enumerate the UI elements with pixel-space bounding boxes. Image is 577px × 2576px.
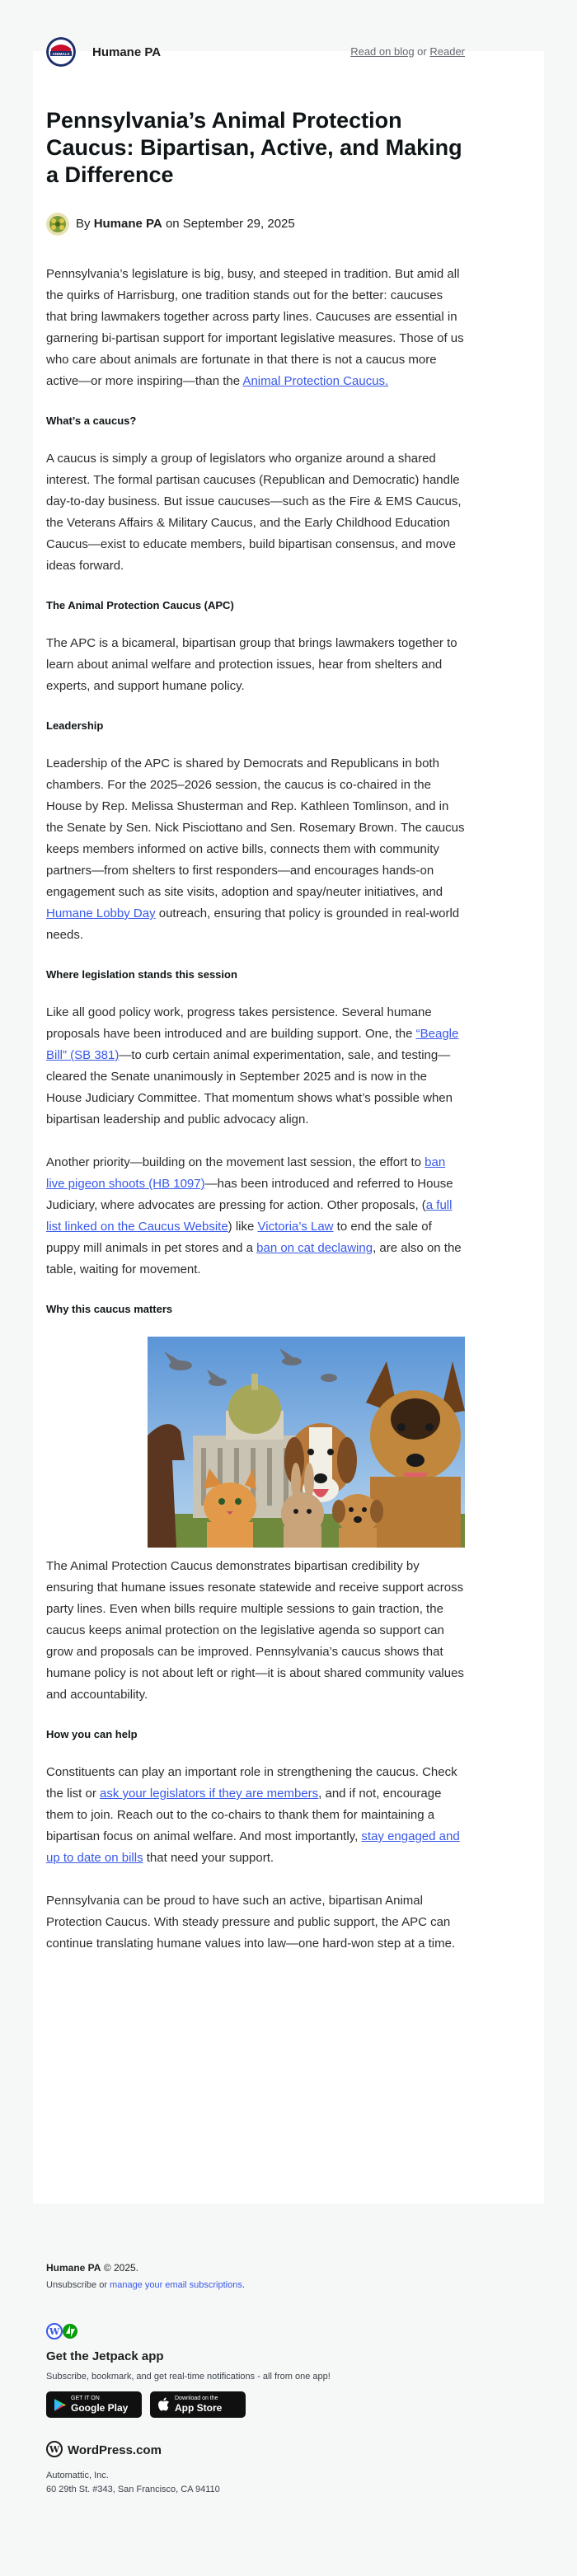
stay-engaged-link[interactable]: stay engaged and up to date on bills bbox=[46, 1829, 460, 1865]
caucus-website-link[interactable]: a full list linked on the Caucus Website bbox=[46, 1198, 453, 1234]
app-store-badge[interactable] bbox=[150, 2391, 246, 2418]
intro-paragraph: Pennsylvania’s legislature is big, busy, and steeped in tradition. But amid all the quirks of Harrisburg, one tradition stands out for the better: caucuses that bring lawmakers together across party lines. Caucuses are essential in garnering bi-partisan support for important legislative measures. Those of us who care about animals are fortunate in that there is not a caucus more active—or more inspiring—than the Animal Protection Caucus. bbox=[46, 267, 464, 388]
post-content bbox=[46, 264, 465, 1976]
heading-why-matters: Why this caucus matters bbox=[46, 1303, 173, 1315]
humane-lobby-day-link[interactable]: Humane Lobby Day bbox=[46, 906, 156, 920]
paragraph-legislation-1: Like all good policy work, progress takes persistence. Several humane proposals have been introduced and are building support. One, the “Beagle Bill” (SB 381)—to curb certain animal experimentation, sale, and testing—cleared the Senate unanimously in September 2025 and is now in the House Judiciary Committee. That momentum shows what’s possible when bipartisan leadership and public advocacy align. bbox=[46, 1005, 459, 1126]
paragraph-why-matters: The Animal Protection Caucus demonstrates bipartisan credibility by ensuring that humane issues resonate statewide and receive support across party lines. Even when bills require multiple sessions to gain traction, the caucus keeps animal protection on the legislative agenda so support can grow and proposals can be improved. Pennsylvania’s caucus shows that humane policy is not about left or right—it is about shared community values and accountability. bbox=[46, 1559, 464, 1702]
footer-copyright bbox=[46, 2262, 531, 2274]
site-name[interactable]: Humane PA bbox=[92, 45, 162, 59]
post-date: September 29, 2025 bbox=[182, 217, 295, 231]
cat-declawing-link[interactable]: ban on cat declawing bbox=[256, 1241, 373, 1255]
post-title[interactable]: Pennsylvania’s Animal Protection Caucus: Bipartisan, Active, and Making a Difference bbox=[46, 108, 462, 187]
paragraph-closing: Pennsylvania can be proud to have such an active, bipartisan Animal Protection Caucus. With steady pressure and public support, the APC can continue translating humane values into law—one hard-won step at a time. bbox=[46, 1894, 456, 1951]
ask-legislators-link[interactable]: ask your legislators if they are members bbox=[100, 1787, 319, 1801]
author-avatar[interactable] bbox=[46, 213, 69, 236]
paragraph-legislation-2: Another priority—building on the movement last session, the effort to ban live pigeon shoots (HB 1097)—has been introduced and referred to House Judiciary, where advocates are pressing for action. Other proposals, (a full list linked on the Caucus Website) like Victoria’s Law to end the sale of puppy mill animals in pet stores and a ban on cat declawing, are also on the table, waiting for movement. bbox=[46, 1155, 462, 1276]
app-store-big: App Store bbox=[175, 2402, 223, 2414]
animal-protection-caucus-link[interactable]: Animal Protection Caucus. bbox=[242, 374, 389, 388]
app-badges bbox=[46, 2391, 531, 2418]
email-footer bbox=[46, 2262, 531, 2497]
wordpress-text[interactable]: WordPress.com bbox=[68, 2443, 162, 2457]
read-on-blog-link[interactable]: Read on blog bbox=[350, 45, 415, 58]
reader-link[interactable]: Reader bbox=[429, 45, 465, 58]
google-play-icon bbox=[54, 2398, 67, 2412]
paragraph-how-to-help: Constituents can play an important role in strengthening the caucus. Check the list or ask your legislators if they are members, and if not, encourage them to join. Reach out to the co-chairs to thank them for maintaining a bipartisan focus on animal welfare. And most importantly, stay engaged and up to date on bills that need your support. bbox=[46, 1765, 460, 1865]
jetpack-icons bbox=[46, 2323, 531, 2339]
company-address: 60 29th St. #343, San Francisco, CA 94110 bbox=[46, 2485, 220, 2494]
heading-apc: The Animal Protection Caucus (APC) bbox=[46, 599, 234, 611]
paragraph-apc: The APC is a bicameral, bipartisan group that brings lawmakers together to learn about animal welfare and protection issues, hear from shelters and experts, and support humane policy. bbox=[46, 636, 457, 693]
pigeon-shoots-link[interactable]: ban live pigeon shoots (HB 1097) bbox=[46, 1155, 446, 1191]
footer-site-name: Humane PA bbox=[46, 2262, 101, 2274]
footer-unsubscribe: Unsubscribe or manage your email subscriptions. bbox=[46, 2280, 245, 2290]
site-logo[interactable] bbox=[46, 37, 76, 67]
svg-text:W: W bbox=[49, 2326, 60, 2337]
paragraph-leadership: Leadership of the APC is shared by Democrats and Republicans in both chambers. For the 2025–2026 session, the caucus is co-chaired in the House by Rep. Melissa Shusterman and Rep. Kathleen Tomlinson, and in the Senate by Sen. Nick Pisciottano and Sen. Rosemary Brown. The caucus keeps members informed on active bills, connects them with community partners—from shelters to first responders—and encourages hands-on engagement such as site visits, adoption and spay/neuter initiatives, and Humane Lobby Day outreach, ensuring that policy is grounded in real-world needs. bbox=[46, 756, 465, 942]
logo-text: ANIMALS bbox=[52, 52, 70, 56]
company-info bbox=[46, 2469, 531, 2497]
google-play-big: Google Play bbox=[71, 2402, 129, 2414]
byline-text bbox=[76, 217, 295, 231]
wordpress-brand[interactable] bbox=[46, 2441, 531, 2459]
victorias-law-link[interactable]: Victoria’s Law bbox=[257, 1220, 334, 1234]
header-links bbox=[350, 45, 465, 58]
beagle-bill-link[interactable]: “Beagle Bill” (SB 381) bbox=[46, 1027, 459, 1062]
email-header bbox=[46, 37, 465, 67]
date-prefix: on bbox=[165, 217, 180, 231]
jetpack-description: Subscribe, bookmark, and get real-time notifications - all from one app! bbox=[46, 2372, 331, 2382]
wordpress-logo-icon bbox=[46, 2441, 63, 2457]
svg-text:W: W bbox=[49, 2444, 60, 2455]
apple-icon bbox=[157, 2397, 170, 2412]
heading-legislation: Where legislation stands this session bbox=[46, 968, 237, 981]
animals-capitol-image[interactable] bbox=[148, 1337, 465, 1548]
byline-prefix: By bbox=[76, 217, 91, 231]
google-play-small: GET IT ON bbox=[71, 2396, 100, 2401]
google-play-badge[interactable] bbox=[46, 2391, 142, 2418]
header-or-text: or bbox=[417, 45, 427, 58]
heading-how-to-help: How you can help bbox=[46, 1728, 138, 1740]
app-store-small: Download on the bbox=[175, 2396, 218, 2401]
author-name[interactable]: Humane PA bbox=[93, 217, 162, 231]
heading-what-is-a-caucus: What’s a caucus? bbox=[46, 415, 137, 427]
paragraph-what-is-a-caucus: A caucus is simply a group of legislators who organize around a shared interest. The formal partisan caucuses (Republican and Democratic) handle day-to-day business. But issue caucuses—such as the Fire & EMS Caucus, the Veterans Affairs & Military Caucus, and the Early Childhood Education Caucus—exist to educate members, build bipartisan consensus, and move ideas forward. bbox=[46, 452, 462, 573]
manage-subscriptions-link[interactable]: manage your email subscriptions bbox=[110, 2280, 242, 2290]
footer-copyright-text: © 2025. bbox=[103, 2262, 139, 2274]
unsubscribe-text[interactable]: Unsubscribe or bbox=[46, 2280, 107, 2290]
company-name: Automattic, Inc. bbox=[46, 2471, 109, 2480]
heading-leadership: Leadership bbox=[46, 719, 104, 732]
wordpress-jetpack-icons bbox=[46, 2323, 82, 2339]
jetpack-title: Get the Jetpack app bbox=[46, 2349, 164, 2363]
